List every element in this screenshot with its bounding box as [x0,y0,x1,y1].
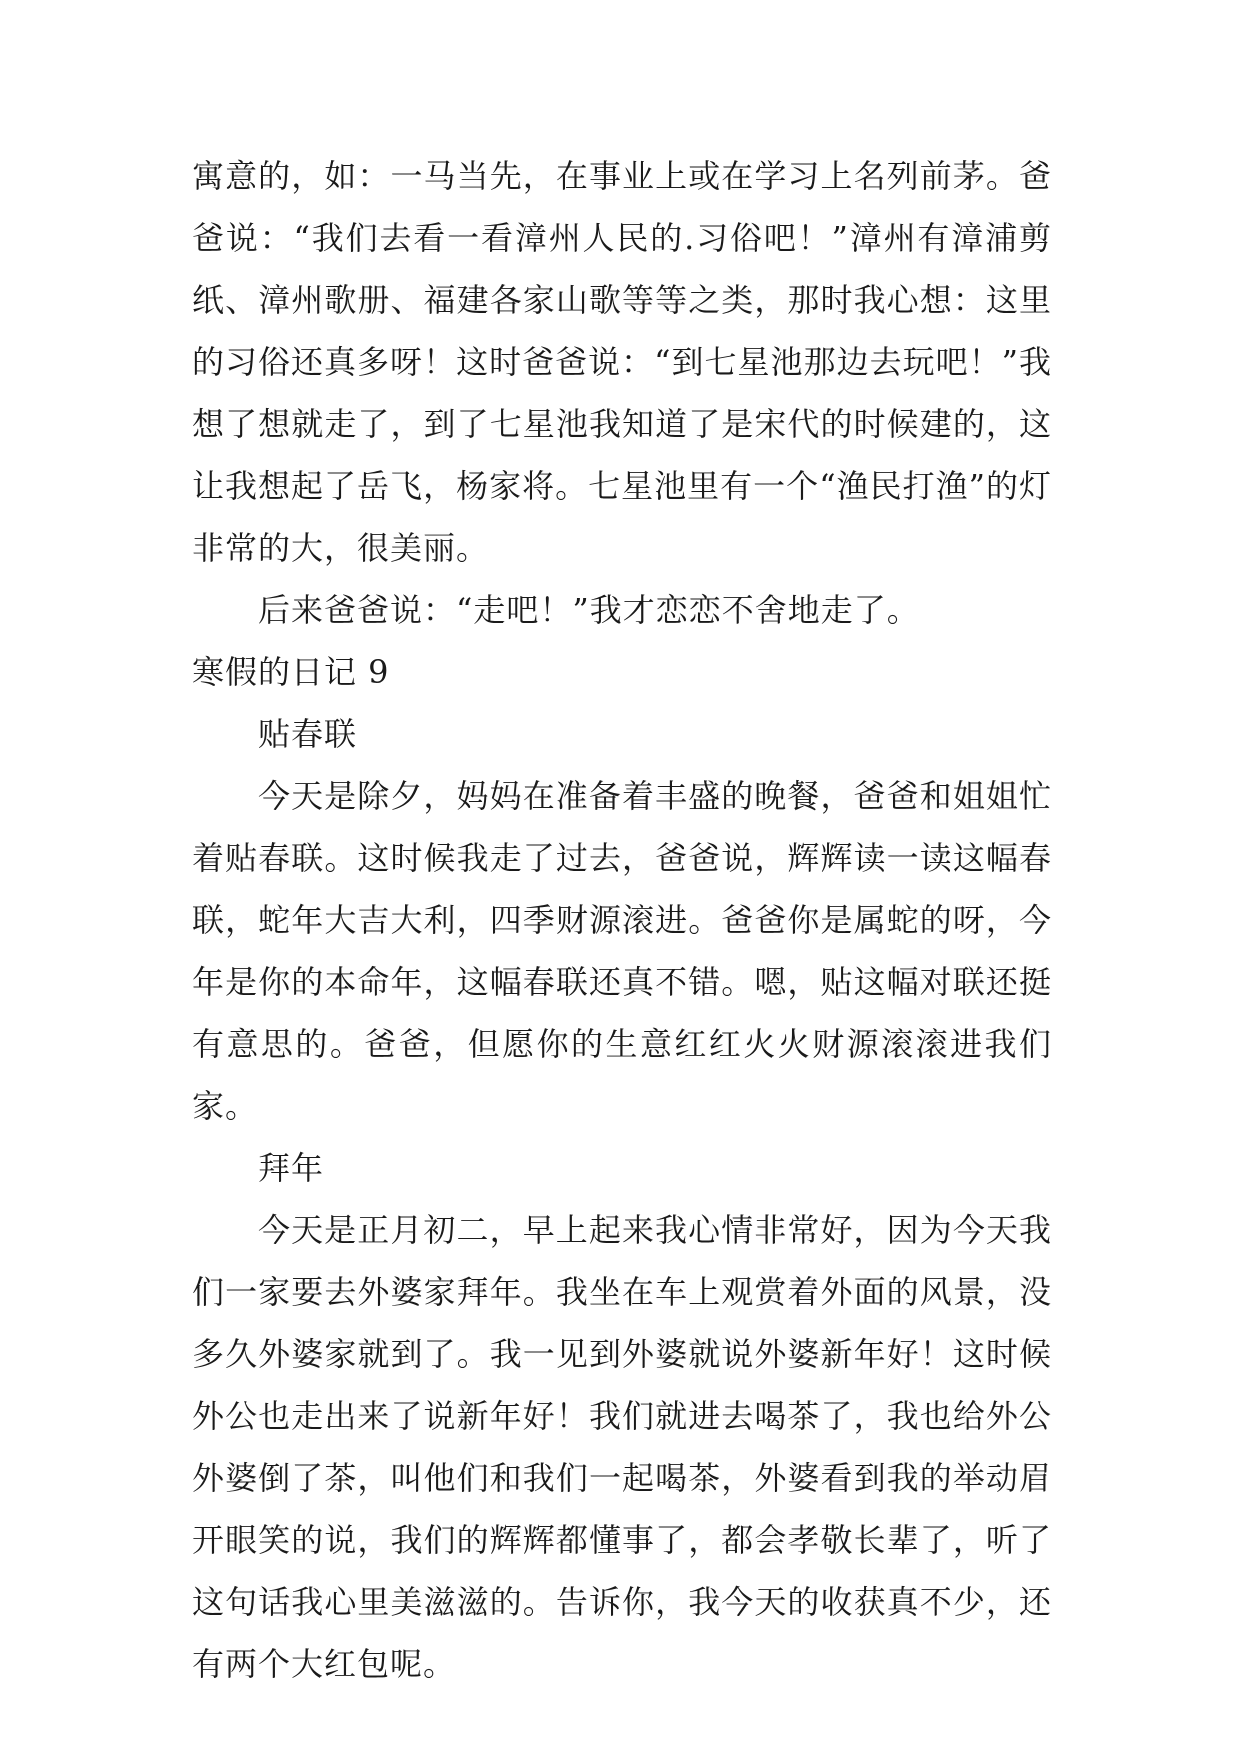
paragraph-continued: 寓意的，如：一马当先，在事业上或在学习上名列前茅。爸爸说：“我们去看一看漳州人民的.习俗吧！”漳州有漳浦剪纸、漳州歌册、福建各家山歌等等之类，那时我心想：这里的习俗还真多呀！这时爸爸说：“到七星池那边去玩吧！”我想了想就走了，到了七星池我知道了是宋代的时候建的，这让我想起了岳飞，杨家将。七星池里有一个“渔民打渔”的灯非常的大，很美丽。 [192,157,1052,567]
paragraph-couplets: 今天是除夕，妈妈在准备着丰盛的晚餐，爸爸和姐姐忙着贴春联。这时候我走了过去，爸爸说，辉辉读一读这幅春联，蛇年大吉大利，四季财源滚进。爸爸你是属蛇的呀，今年是你的本命年，这幅春联还真不错。嗯，贴这幅对联还挺有意思的。爸爸，但愿你的生意红红火火财源滚滚进我们家。 [192,777,1052,1125]
diary-title: 寒假的日记 9 [192,653,390,691]
paragraph-leaving: 后来爸爸说：“走吧！”我才恋恋不舍地走了。 [258,591,920,629]
paragraph-new-year-visit: 今天是正月初二，早上起来我心情非常好，因为今天我们一家要去外婆家拜年。我坐在车上观赏着外面的风景，没多久外婆家就到了。我一见到外婆就说外婆新年好！这时候外公也走出来了说新年好！我们就进去喝茶了，我也给外公外婆倒了茶，叫他们和我们一起喝茶，外婆看到我的举动眉开眼笑的说，我们的辉辉都懂事了，都会孝敬长辈了，听了这句话我心里美滋滋的。告诉你，我今天的收获真不少，还有两个大红包呢。 [192,1211,1052,1683]
document-body [192,145,1052,1695]
section-title-couplets: 贴春联 [258,715,358,753]
section-title-new-year-visit: 拜年 [258,1149,325,1187]
